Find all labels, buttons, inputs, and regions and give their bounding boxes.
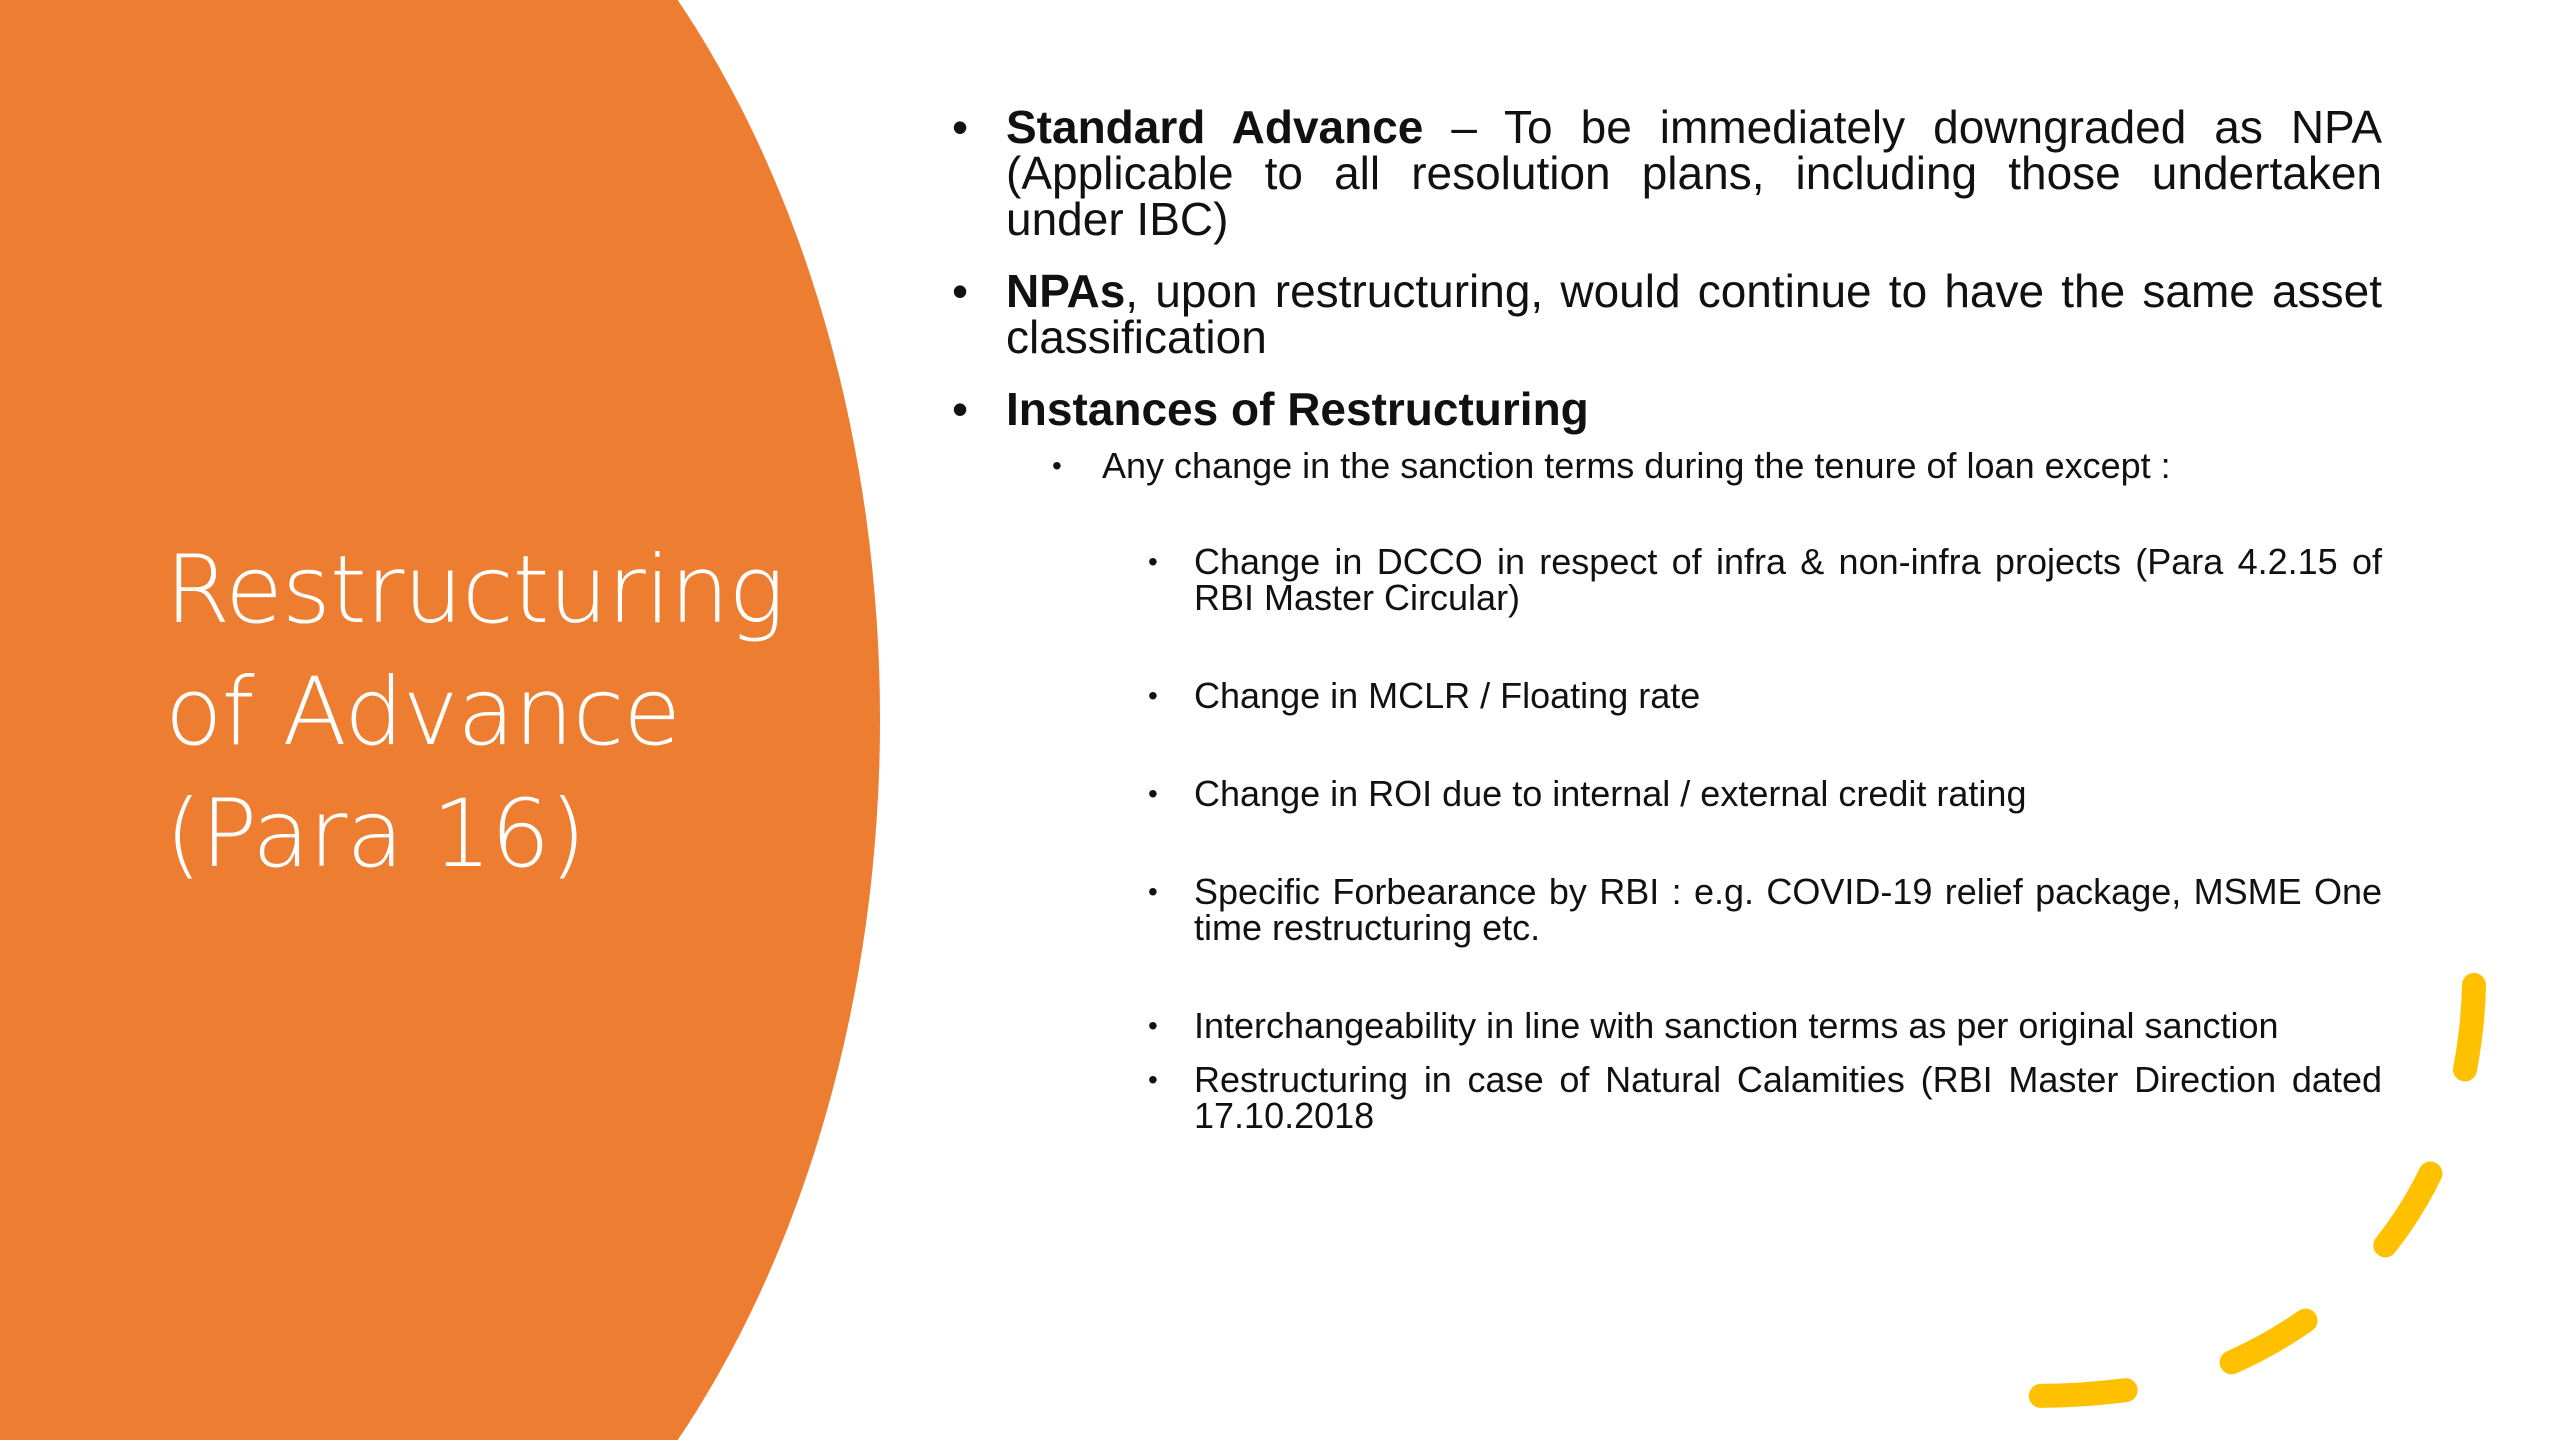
exception-text: Specific Forbearance by RBI : e.g. COVID-19 relief package, MSME One time restructuring etc. [1194,871,2382,948]
bullet-bold-label: NPAs [1006,265,1126,317]
title-line-3: (Para 16) [165,780,586,889]
bullet-standard-advance [950,101,2382,245]
exception-item [1148,1005,2382,1046]
exception-item [1148,773,2382,814]
sub-bullet-sanction-terms [1052,446,2382,486]
exception-text: Change in MCLR / Floating rate [1194,675,1701,716]
bullet-icon: • [1148,1010,1158,1041]
bullet-text: , upon restructuring, would continue to have the same asset classification [1006,265,2382,363]
bullet-icon: • [952,383,969,435]
exception-text: Change in ROI due to internal / external credit rating [1194,773,2027,814]
bullet-instances [950,383,2382,1136]
bullet-icon: • [1148,680,1158,711]
exception-item [1148,541,2382,618]
exception-text: Restructuring in case of Natural Calamities (RBI Master Direction dated 17.10.2018 [1194,1059,2382,1136]
bullet-icon: • [952,101,969,153]
exception-text: Change in DCCO in respect of infra & non-infra projects (Para 4.2.15 of RBI Master Circular) [1194,541,2382,618]
slide-title [165,530,815,896]
exception-item [1148,871,2382,948]
bullet-icon: • [1148,1064,1158,1095]
bullet-icon: • [1148,546,1158,577]
exception-text: Interchangeability in line with sanction terms as per original sanction [1194,1005,2279,1046]
bullet-list [950,101,2382,1136]
bullet-npas [950,265,2382,363]
bullet-icon: • [1148,778,1158,809]
title-line-2: of Advance [165,658,681,767]
bullet-icon: • [1148,876,1158,907]
sub-bullet-list [1006,446,2382,486]
bullet-icon: • [1052,450,1062,481]
exception-list [1006,541,2382,1136]
bullet-icon: • [952,265,969,317]
content-area [950,101,2382,1196]
exception-item [1148,675,2382,716]
title-line-1: Restructuring [165,536,784,645]
bullet-bold-label: Instances of Restructuring [1006,383,1589,435]
bullet-text: – To be immediately downgraded as NPA (Applicable to all resolution plans, including those undertaken under IBC) [1006,101,2382,245]
bullet-bold-label: Standard Advance [1006,101,1424,153]
sub-bullet-text: Any change in the sanction terms during the tenure of loan except : [1102,445,2171,486]
exception-item [1148,1059,2382,1136]
